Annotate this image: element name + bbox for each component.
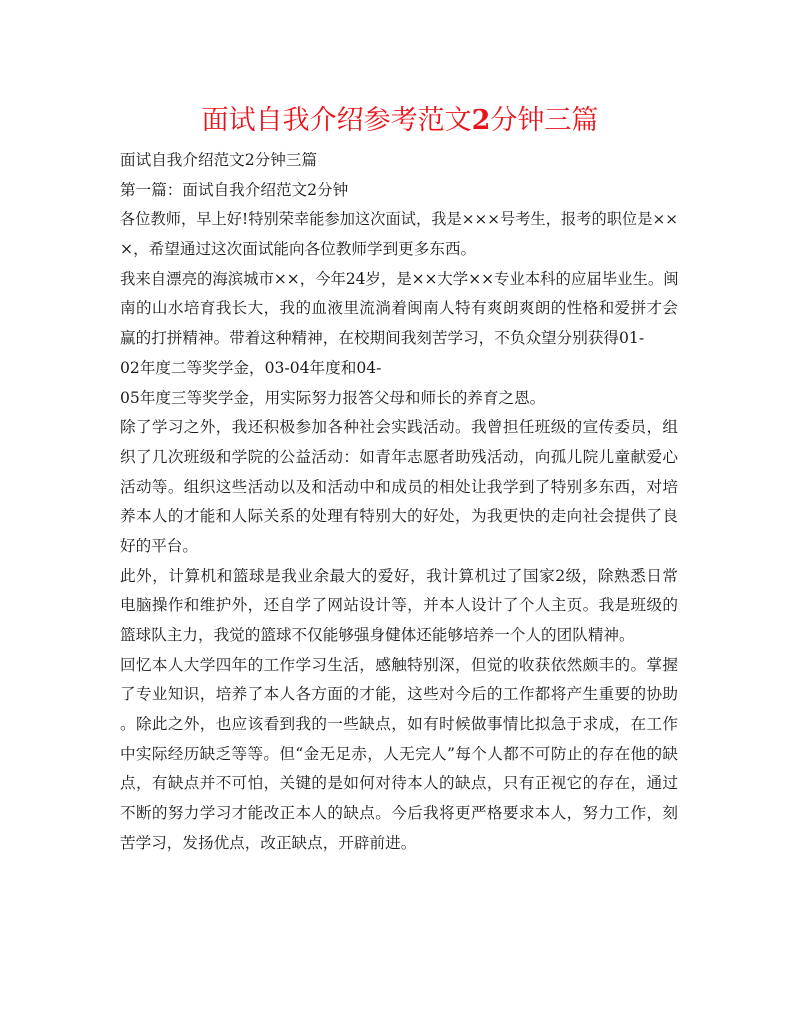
text-line: ×，希望通过这次面试能向各位教师学到更多东西。: [120, 240, 477, 259]
text-line: 。除此之外，也应该看到我的一些缺点，如有时候做事情比拟急于求成，在工作: [120, 715, 678, 734]
text-line: 05年度三等奖学金，用实际努力报答父母和师长的养育之恩。: [120, 388, 546, 407]
text-line: 苦学习，发扬优点，改正缺点，开辟前进。: [120, 833, 417, 852]
text-line: 回忆本人大学四年的工作学习生活，感触特别深，但觉的收获依然颇丰的。掌握: [120, 655, 678, 674]
text-line: 点，有缺点并不可怕，关键的是如何对待本人的缺点，只有正视它的存在，通过: [120, 774, 678, 793]
text-line: 篮球队主力，我觉的篮球不仅能够强身健体还能够培养一个人的团队精神。: [120, 626, 635, 644]
title-text: 分钟三篇: [490, 105, 599, 136]
text-line: 电脑操作和维护外，还自学了网站设计等，并本人设计了个人主页。我是班级的: [120, 596, 678, 615]
text-line: 活动等。组织这些活动以及和活动中和成员的相处让我学到了特别多东西，对培: [120, 477, 678, 496]
title-number: 2: [471, 105, 491, 136]
text-line: 赢的打拼精神。带着这种精神，在校期间我刻苦学习，不负众望分别获得01-: [120, 329, 645, 348]
text-line: 此外，计算机和篮球是我业余最大的爱好，我计算机过了国家2级，除熟悉日常: [120, 566, 678, 585]
document-body: [120, 146, 678, 859]
text-line: 南的山水培育我长大，我的血液里流淌着闽南人特有爽朗爽朗的性格和爱拼才会: [120, 299, 678, 318]
text-line: 织了几次班级和学院的公益活动：如青年志愿者助残活动，向孤儿院儿童献爱心: [120, 447, 678, 466]
title-text: 面试自我介绍参考范文: [201, 105, 472, 136]
text-line: 02年度二等奖学金，03-04年度和04-: [120, 358, 382, 377]
text-line: 了专业知识，培养了本人各方面的才能，这些对今后的工作都将产生重要的协助: [120, 685, 678, 704]
text-line: 各位教师，早上好!特别荣幸能参加这次面试，我是×××号考生，报考的职位是××: [120, 210, 678, 229]
text-line: 好的平台。: [120, 536, 198, 555]
text-line: 除了学习之外，我还积极参加各种社会实践活动。我曾担任班级的宣传委员，组: [120, 418, 678, 437]
text-line: 中实际经历缺乏等等。但“金无足赤，人无完人”每个人都不可防止的存在他的缺: [120, 744, 678, 763]
text-line: 养本人的才能和人际关系的处理有特别大的好处，为我更快的走向社会提供了良: [120, 507, 678, 526]
text-line: 不断的努力学习才能改正本人的缺点。今后我将更严格要求本人，努力工作，刻: [120, 804, 678, 823]
text-line: 第一篇：面试自我介绍范文2分钟: [120, 180, 349, 199]
page-title: [0, 103, 800, 139]
text-line: 我来自漂亮的海滨城市××，今年24岁，是××大学××专业本科的应届毕业生。闽: [120, 269, 679, 288]
text-line: 面试自我介绍范文2分钟三篇: [120, 151, 318, 169]
